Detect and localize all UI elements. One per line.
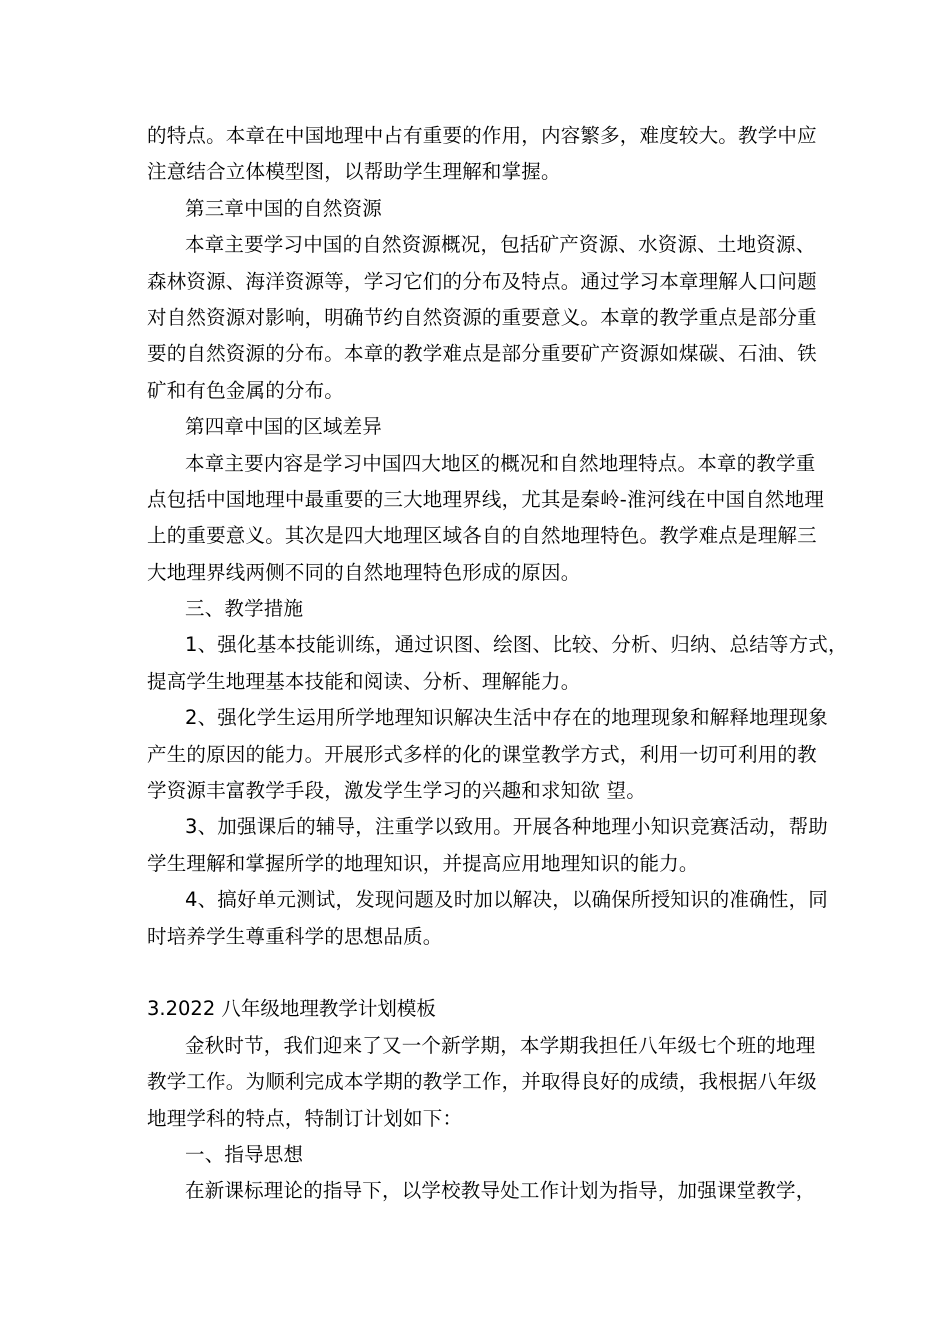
paragraph-line: 三、教学措施 — [185, 597, 304, 621]
paragraph-line: 4、搞好单元测试，发现问题及时加以解决，以确保所授知识的准确性，同 — [185, 888, 829, 912]
paragraph-line: 2、强化学生运用所学地理知识解决生活中存在的地理现象和解释地理现象 — [185, 706, 829, 730]
paragraph-line: 本章主要学习中国的自然资源概况，包括矿产资源、水资源、土地资源、 — [185, 233, 816, 257]
paragraph-line: 本章主要内容是学习中国四大地区的概况和自然地理特点。本章的教学重 — [185, 451, 816, 475]
paragraph-line: 大地理界线两侧不同的自然地理特色形成的原因。 — [147, 560, 581, 584]
document-body — [147, 118, 848, 1210]
paragraph-line: 1、强化基本技能训练，通过识图、绘图、比较、分析、归纳、总结等方式， — [185, 633, 848, 657]
paragraph-line: 森林资源、海洋资源等，学习它们的分布及特点。通过学习本章理解人口问题 — [147, 269, 817, 293]
paragraph-line: 第四章中国的区域差异 — [185, 415, 383, 439]
paragraph-line: 的特点。本章在中国地理中占有重要的作用，内容繁多，难度较大。教学中应 — [147, 124, 817, 147]
paragraph-line: 教学工作。为顺利完成本学期的教学工作，并取得良好的成绩，我根据八年级 — [147, 1070, 817, 1094]
paragraph-line: 注意结合立体模型图，以帮助学生理解和掌握。 — [147, 160, 561, 184]
paragraph-line: 地理学科的特点，特制订计划如下： — [147, 1106, 463, 1130]
paragraph-line: 矿和有色金属的分布。 — [147, 378, 345, 402]
paragraph-line: 要的自然资源的分布。本章的教学难点是部分重要矿产资源如煤碳、石油、铁 — [147, 342, 817, 366]
section-title: 3.2022 八年级地理教学计划模板 — [147, 997, 436, 1021]
paragraph-line: 时培养学生尊重科学的思想品质。 — [147, 924, 443, 948]
paragraph-line: 一、指导思想 — [185, 1142, 304, 1166]
paragraph-line: 产生的原因的能力。开展形式多样的化的课堂教学方式，利用一切可利用的教 — [147, 742, 817, 766]
paragraph-line: 提高学生地理基本技能和阅读、分析、理解能力。 — [147, 669, 581, 693]
paragraph-line: 学生理解和掌握所学的地理知识，并提高应用地理知识的能力。 — [147, 851, 699, 875]
paragraph-line: 点包括中国地理中最重要的三大地理界线，尤其是秦岭-淮河线在中国自然地理 — [147, 487, 825, 511]
paragraph-line: 金秋时节，我们迎来了又一个新学期，本学期我担任八年级七个班的地理 — [185, 1033, 816, 1057]
paragraph-line: 在新课标理论的指导下，以学校教导处工作计划为指导，加强课堂教学， — [185, 1179, 816, 1203]
paragraph-line: 对自然资源对影响，明确节约自然资源的重要意义。本章的教学重点是部分重 — [147, 305, 817, 329]
paragraph-line: 上的重要意义。其次是四大地理区域各自的自然地理特色。教学难点是理解三 — [147, 524, 817, 548]
paragraph-line: 学资源丰富教学手段，激发学生学习的兴趣和求知欲 望。 — [147, 779, 646, 803]
paragraph-line: 第三章中国的自然资源 — [185, 196, 383, 220]
paragraph-line: 3、加强课后的辅导，注重学以致用。开展各种地理小知识竞赛活动，帮助 — [185, 815, 829, 839]
section-gap — [147, 955, 811, 991]
